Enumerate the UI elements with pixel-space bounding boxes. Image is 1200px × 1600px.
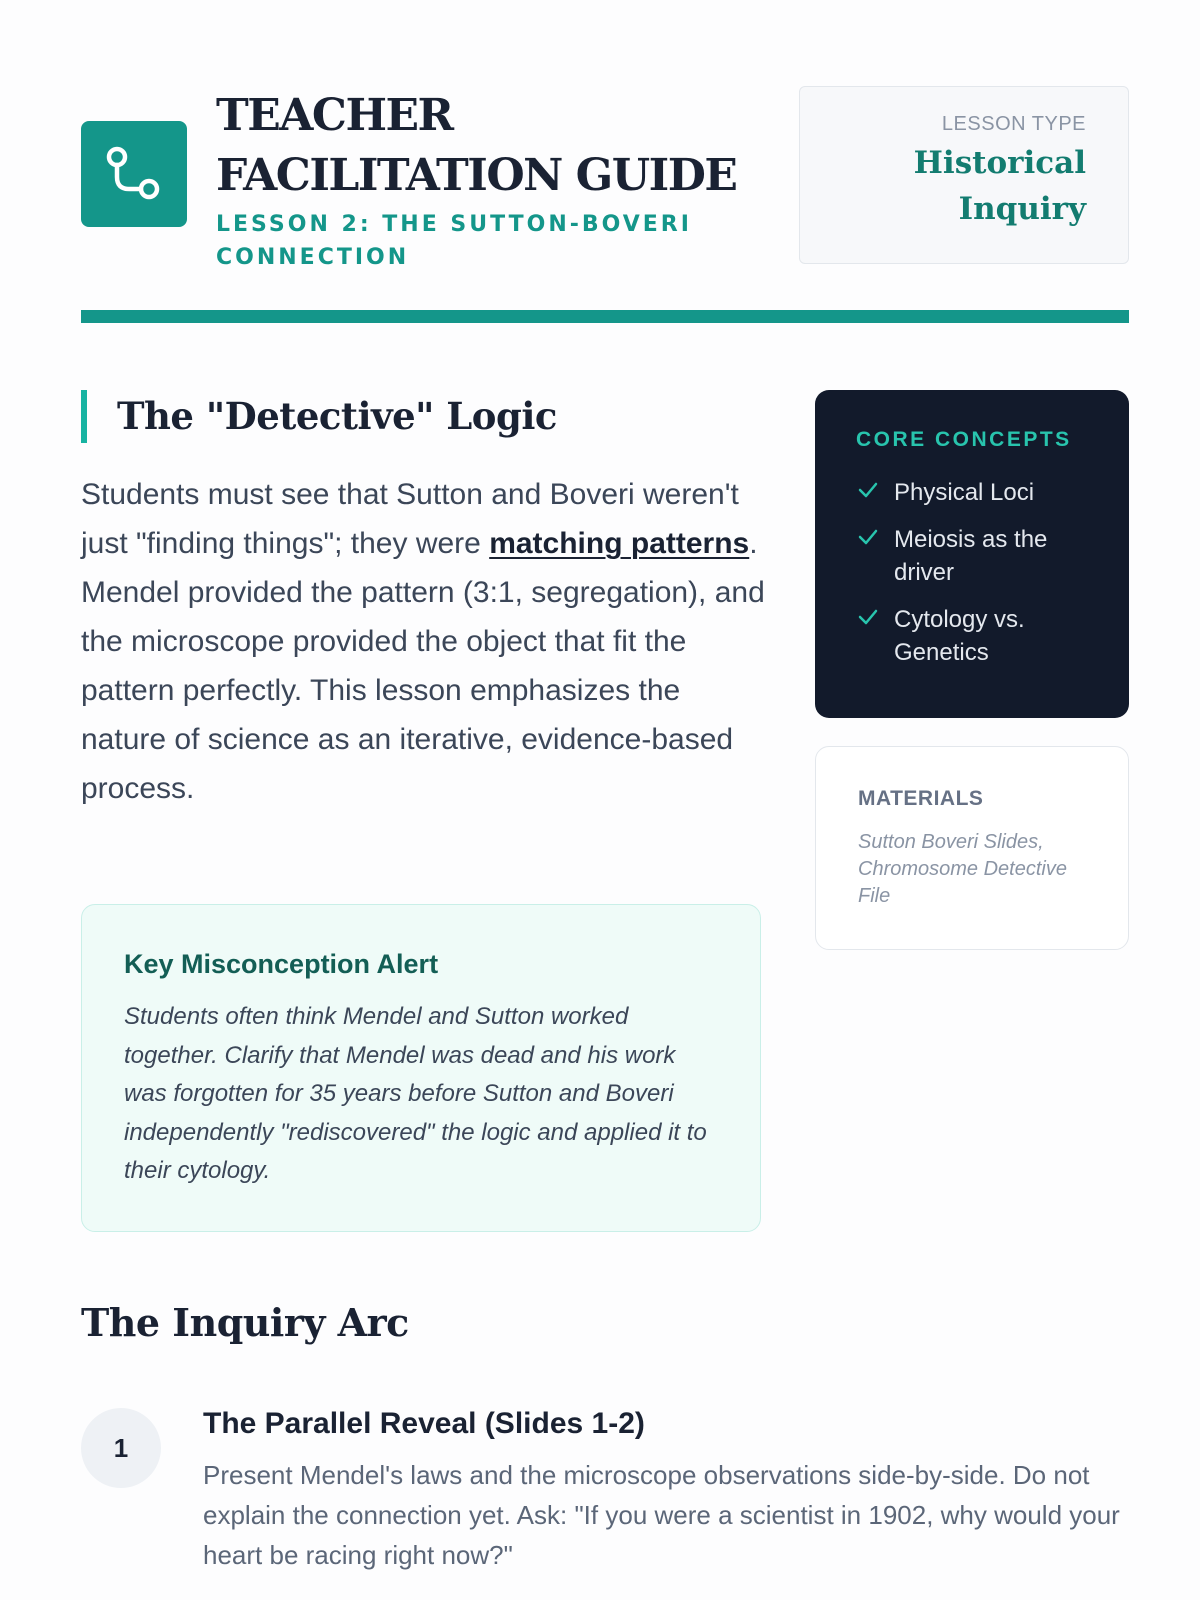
concept-label: Cytology vs. Genetics [894,606,1025,666]
check-icon [856,478,880,502]
list-item [856,523,1099,589]
materials-label: MATERIALS [858,787,984,810]
step-content [203,1405,1129,1575]
step-description: Present Mendel's laws and the microscope observations side-by-side. Do not explain the connection yet. Ask: "If you were a scientist in 1902, why would your heart be racing right now?" [203,1460,1120,1570]
materials-text: Sutton Boveri Slides, Chromosome Detective File [858,831,1067,907]
page-title: TEACHER FACILITATION GUIDE [216,90,737,201]
detective-section-heading [81,390,761,443]
core-concepts-label: CORE CONCEPTS [856,428,1072,451]
lesson-type-value: Historical Inquiry [913,145,1086,227]
intro-text-end: . Mendel provided the pattern (3:1, segregation), and the microscope provided the object that fit the pattern perfectly. This lesson emphasizes the nature of science as an iterative, evidence-based process. [81,527,765,805]
list-item [856,603,1099,669]
guide-header [81,86,1129,270]
concept-list [856,476,1099,669]
concept-label: Meiosis as the driver [894,526,1048,586]
misconception-alert [81,904,761,1232]
detective-intro [81,470,771,813]
lesson-type-label: LESSON TYPE [941,113,1086,135]
lesson-subtitle: LESSON 2: THE SUTTON-BOVERI CONNECTION [216,212,692,270]
core-concepts-card [815,390,1129,718]
route-icon [103,143,165,205]
inquiry-arc-heading: The Inquiry Arc [81,1300,409,1345]
lesson-type-card [799,86,1129,264]
alert-title: Key Misconception Alert [124,949,439,979]
intro-emphasis: matching patterns [489,527,750,560]
intro-text-start: Students must see that Sutton and Boveri weren't just "finding things"; they were [81,478,739,560]
concept-label: Physical Loci [894,479,1035,506]
step-title: The Parallel Reveal (Slides 1-2) [203,1407,645,1440]
detective-heading: The "Detective" Logic [117,394,557,438]
materials-card [815,746,1129,950]
header-divider [81,310,1129,323]
logo [81,121,187,227]
list-item [856,476,1099,509]
check-icon [856,525,880,549]
step-number-badge: 1 [81,1408,161,1488]
alert-body: Students often think Mendel and Sutton worked together. Clarify that Mendel was dead and his work was forgotten for 35 years before Sutton and Boveri independently "rediscovered" the logic and applied it to their cytology. [124,1003,707,1184]
check-icon [856,605,880,629]
